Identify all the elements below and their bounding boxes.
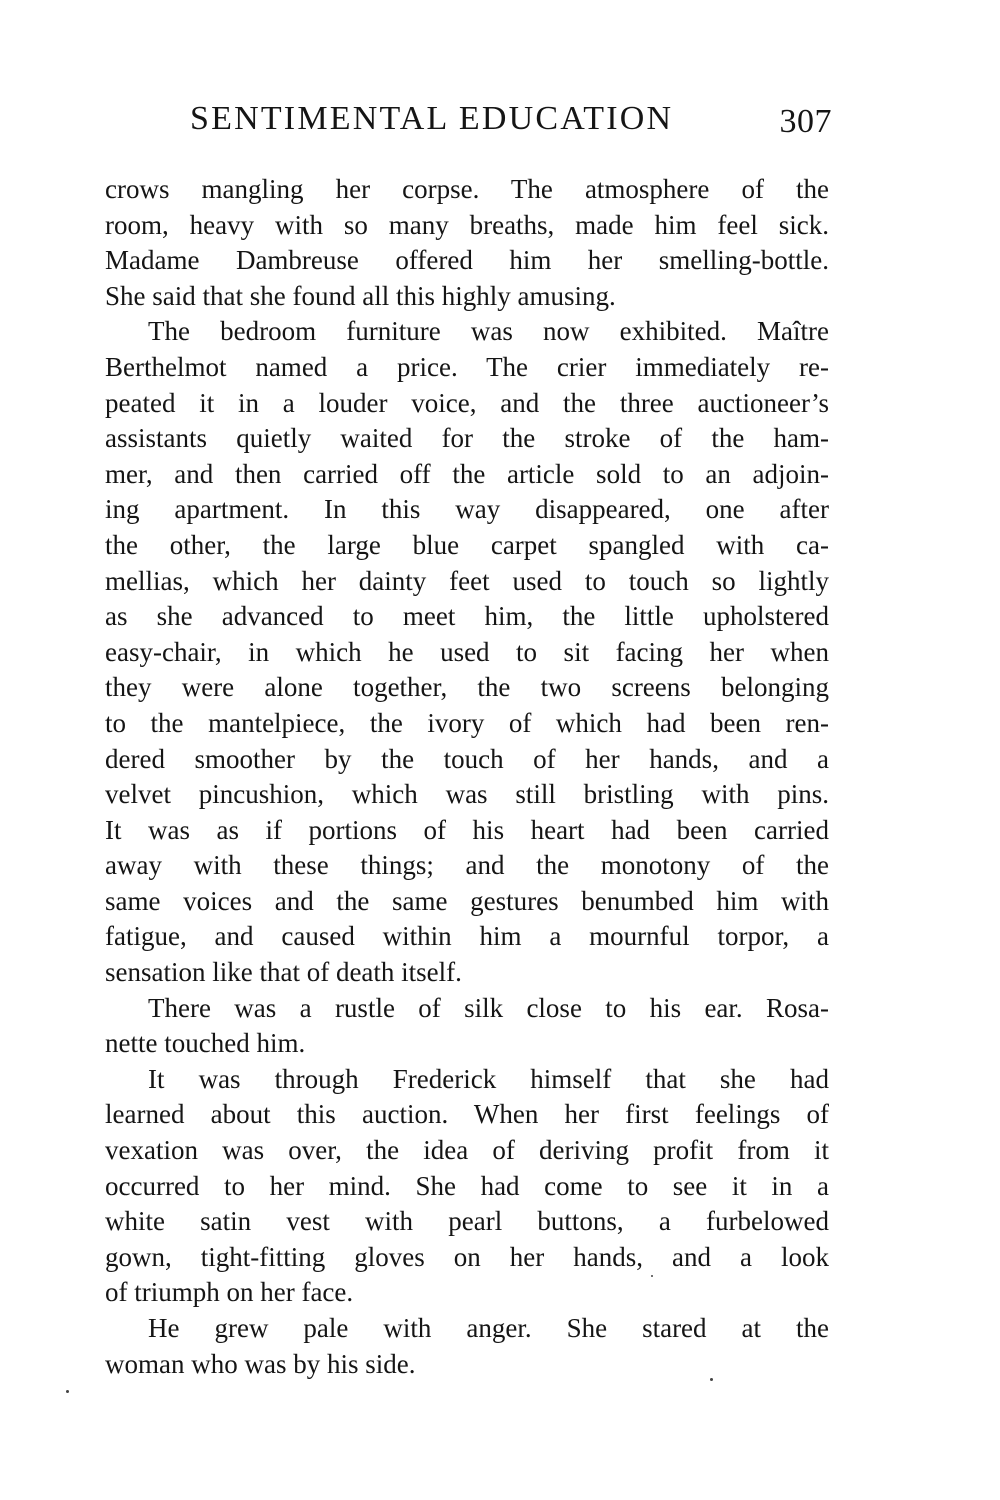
text-line: woman who was by his side.: [105, 1348, 416, 1379]
paragraph-2: [105, 314, 829, 990]
text-line: It was as if portions of his heart had been carried: [105, 814, 829, 845]
text-line: sensation like that of death itself.: [105, 957, 462, 988]
paragraph-4: [105, 1062, 829, 1311]
text-line: It was through Frederick himself that she had: [148, 1063, 829, 1094]
text-line: easy-chair, in which he used to sit facing her when: [105, 636, 829, 667]
text-line: velvet pincushion, which was still bristling with pins.: [105, 779, 829, 810]
text-line: learned about this auction. When her first feelings of: [105, 1099, 829, 1130]
text-line: gown, tight-fitting gloves on her hands, and a look: [105, 1241, 829, 1272]
text-line: assistants quietly waited for the stroke of the ham-: [105, 423, 829, 454]
text-line: room, heavy with so many breaths, made him feel sick.: [105, 209, 829, 240]
text-line: mer, and then carried off the article sold to an adjoin-: [105, 458, 829, 489]
text-line: same voices and the same gestures benumbed him with: [105, 885, 829, 916]
paragraph-1: [105, 172, 829, 314]
text-line: to the mantelpiece, the ivory of which had been ren-: [105, 707, 829, 738]
text-line: the other, the large blue carpet spangled with ca-: [105, 529, 829, 560]
text-line: He grew pale with anger. She stared at the: [148, 1313, 829, 1343]
text-line: dered smoother by the touch of her hands, and a: [105, 743, 829, 774]
ink-speck: [651, 1275, 653, 1277]
text-line: Berthelmot named a price. The crier immediately re-: [105, 351, 829, 382]
text-line: ing apartment. In this way disappeared, one after: [105, 494, 829, 525]
ink-speck: [710, 1378, 713, 1381]
body-text: [105, 172, 829, 1382]
text-line: The bedroom furniture was now exhibited. Maître: [148, 316, 829, 347]
text-line: of triumph on her face.: [105, 1277, 354, 1308]
text-line: fatigue, and caused within him a mournful torpor, a: [105, 921, 829, 952]
text-line: crows mangling her corpse. The atmosphere of the: [105, 174, 829, 204]
text-line: nette touched him.: [105, 1028, 306, 1059]
paragraph-3: [105, 991, 829, 1062]
text-line: Madame Dambreuse offered him her smelling-bottle.: [105, 245, 829, 276]
text-line: they were alone together, the two screens belonging: [105, 672, 829, 703]
text-line: white satin vest with pearl buttons, a furbelowed: [105, 1206, 829, 1237]
text-line: She said that she found all this highly amusing.: [105, 280, 616, 311]
running-header: [190, 95, 832, 143]
text-line: as she advanced to meet him, the little upholstered: [105, 601, 829, 632]
text-line: vexation was over, the idea of deriving profit from it: [105, 1135, 829, 1166]
text-line: away with these things; and the monotony of the: [105, 850, 829, 881]
page-number: 307: [779, 103, 832, 140]
text-line: peated it in a louder voice, and the three auctioneer’s: [105, 387, 829, 418]
text-line: There was a rustle of silk close to his ear. Rosa-: [148, 992, 829, 1023]
running-title: SENTIMENTAL EDUCATION: [190, 100, 674, 137]
paragraph-5: [105, 1311, 829, 1382]
text-line: mellias, which her dainty feet used to touch so lightly: [105, 565, 829, 596]
text-line: occurred to her mind. She had come to see it in a: [105, 1170, 829, 1201]
ink-speck: [66, 1390, 69, 1393]
